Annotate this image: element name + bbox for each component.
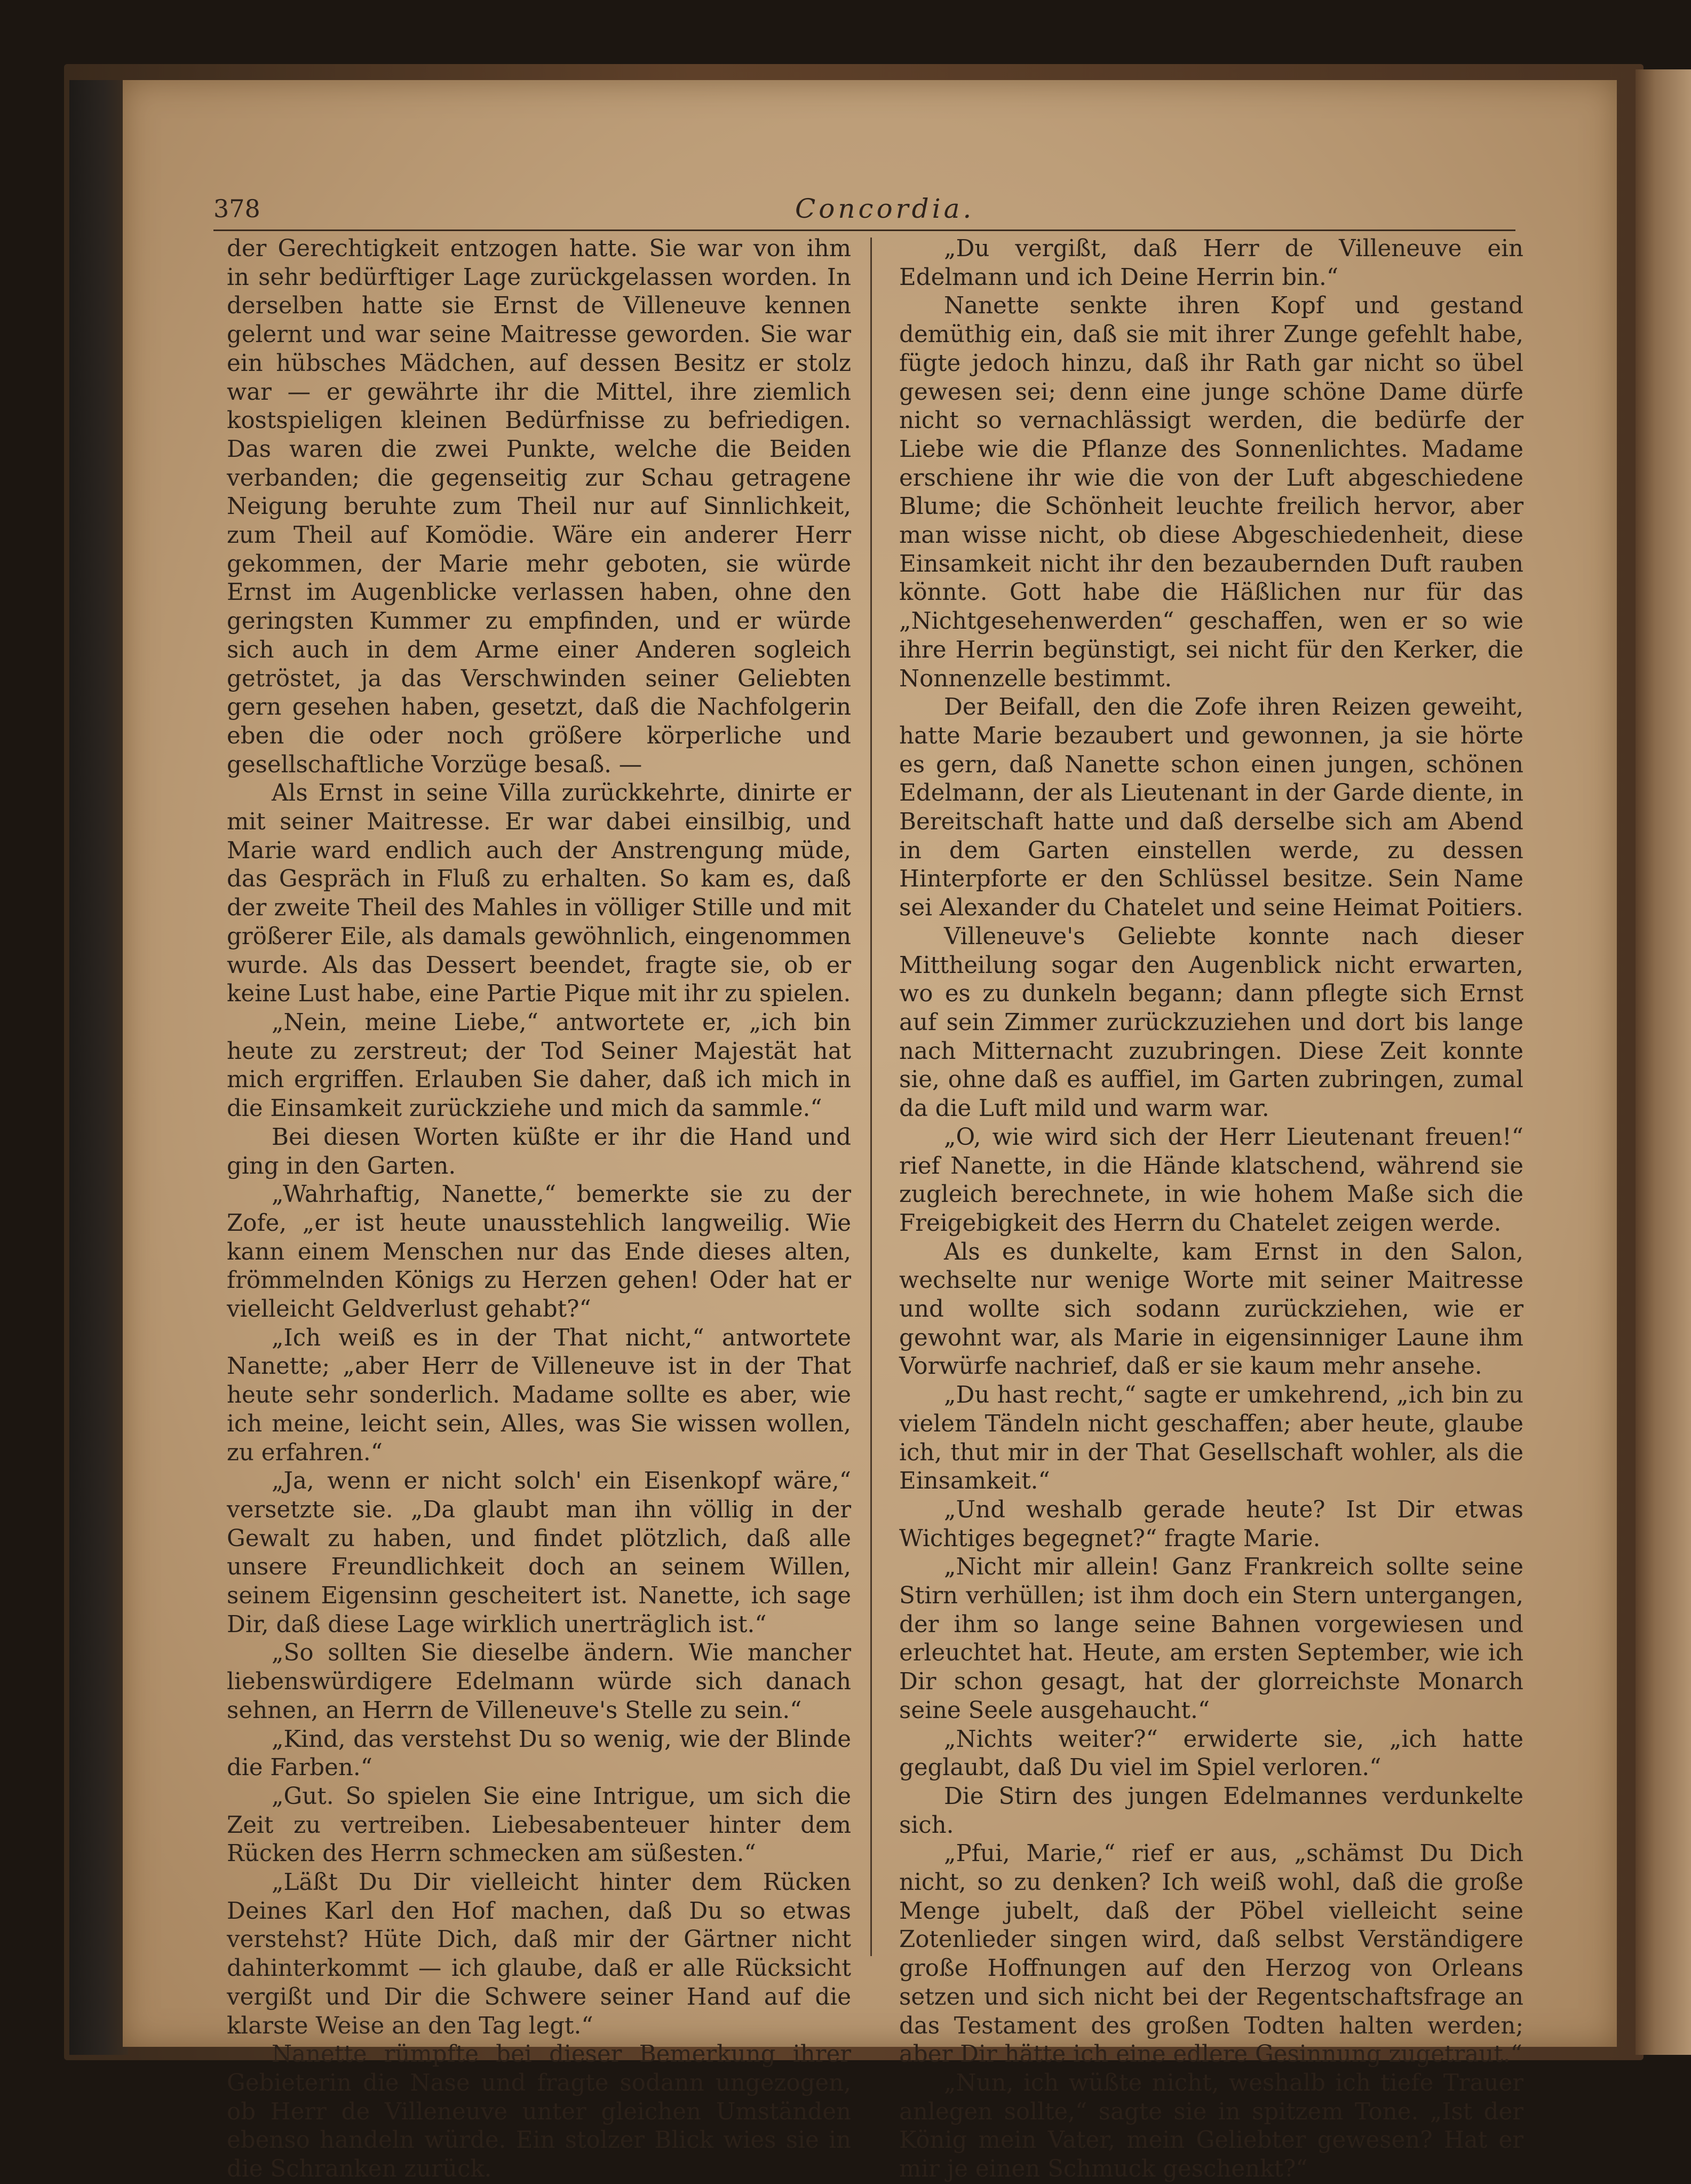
paragraph: „Kind, das verstehst Du so wenig, wie der Blinde die Farben.“	[227, 1726, 851, 1782]
right-text-column	[899, 235, 1523, 2184]
paragraph: „Läßt Du Dir vielleicht hinter dem Rücken Deines Karl den Hof machen, daß Du so etwas verstehst? Hüte Dich, daß mir der Gärtner nicht dahinterkommt — ich glaube, daß er alle Rücksicht vergißt und Dir die Schwere seiner Hand auf die klarste Weise an den Tag legt.“	[227, 1869, 851, 2039]
paragraph: Als Ernst in seine Villa zurückkehrte, dinirte er mit seiner Maitresse. Er war dabei einsilbig, und Marie ward endlich auch der Anstrengung müde, das Gespräch in Fluß zu erhalten. So kam es, daß der zweite Theil des Mahles in völliger Stille und mit größerer Eile, als damals gewöhnlich, eingenommen wurde. Als das Dessert beendet, fragte sie, ob er keine Lust habe, eine Partie Pique mit ihr zu spielen.	[227, 780, 851, 1008]
paragraph: Nanette rümpfte bei dieser Bemerkung ihrer Gebieterin die Nase und fragte sodann ungezogen, ob Herr de Villeneuve unter gleichen Umständen ebenso handeln würde. Ein stolzer Blick wies sie in die Schranken zurück.	[227, 2041, 851, 2183]
paragraph: „Du vergißt, daß Herr de Villeneuve ein Edelmann und ich Deine Herrin bin.“	[899, 235, 1523, 291]
page-header	[213, 192, 1515, 231]
paragraph: „Wahrhaftig, Nanette,“ bemerkte sie zu der Zofe, „er ist heute unausstehlich langweilig. Wie kann einem Menschen nur das Ende dieses alten, frömmelnden Königs zu Herzen gehen! Oder hat er vielleicht Geldverlust gehabt?“	[227, 1181, 851, 1323]
running-title: Concordia.	[795, 193, 975, 224]
paragraph: „Nichts weiter?“ erwiderte sie, „ich hatte geglaubt, daß Du viel im Spiel verloren.“	[899, 1726, 1523, 1782]
paragraph: „Ja, wenn er nicht solch' ein Eisenkopf wäre,“ versetzte sie. „Da glaubt man ihn völlig in der Gewalt zu haben, und findet plötzlich, daß alle unsere Freundlichkeit doch an seinem Willen, seinem Eigensinn gescheitert ist. Nanette, ich sage Dir, daß diese Lage wirklich unerträglich ist.“	[227, 1468, 851, 1638]
page-number: 378	[213, 194, 260, 223]
facing-page-edge	[1636, 69, 1691, 2055]
paragraph: „Pfui, Marie,“ rief er aus, „schämst Du Dich nicht, so zu denken? Ich weiß wohl, daß die große Menge jubelt, daß der Pöbel vielleicht seine Zotenlieder singen wird, daß selbst Verständigere große Hoffnungen auf den Herzog von Orleans setzen und sich nicht bei der Regentschaftsfrage an das Testament des großen Todten halten werden; aber Dir hätte ich eine edlere Gesinnung zugetraut.“	[899, 1840, 1523, 2068]
paragraph: der Gerechtigkeit entzogen hatte. Sie war von ihm in sehr bedürftiger Lage zurückgelassen worden. In derselben hatte sie Ernst de Villeneuve kennen gelernt und war seine Maitresse geworden. Sie war ein hübsches Mädchen, auf dessen Besitz er stolz war — er gewährte ihr die Mittel, ihre ziemlich kostspieligen kleinen Bedürfnisse zu befriedigen. Das waren die zwei Punkte, welche die Beiden verbanden; die gegenseitig zur Schau getragene Neigung beruhte zum Theil nur auf Sinnlichkeit, zum Theil auf Komödie. Wäre ein anderer Herr gekommen, der Marie mehr geboten, sie würde Ernst im Augenblicke verlassen haben, ohne den geringsten Kummer zu empfinden, und er würde sich auch in dem Arme einer Anderen sogleich getröstet, ja das Verschwinden seiner Geliebten gern gesehen haben, gesetzt, daß die Nachfolgerin eben die oder noch größere körperliche und gesellschaftliche Vorzüge besaß. —	[227, 235, 851, 778]
column-divider	[870, 238, 872, 1956]
paragraph: „So sollten Sie dieselbe ändern. Wie mancher liebenswürdigere Edelmann würde sich danach sehnen, an Herrn de Villeneuve's Stelle zu sein.“	[227, 1640, 851, 1724]
paragraph: Villeneuve's Geliebte konnte nach dieser Mittheilung sogar den Augenblick nicht erwarten, wo es zu dunkeln begann; dann pflegte sich Ernst auf sein Zimmer zurückzuziehen und dort bis lange nach Mitternacht zuzubringen. Diese Zeit konnte sie, ohne daß es auffiel, im Garten zubringen, zumal da die Luft mild und warm war.	[899, 923, 1523, 1122]
paragraph: Als es dunkelte, kam Ernst in den Salon, wechselte nur wenige Worte mit seiner Maitresse und wollte sich sodann zurückziehen, wie er gewohnt war, als Marie in eigensinniger Laune ihm Vorwürfe nachrief, daß er sie kaum mehr ansehe.	[899, 1238, 1523, 1380]
paragraph: „Gut. So spielen Sie eine Intrigue, um sich die Zeit zu vertreiben. Liebesabenteuer hinter dem Rücken des Herrn schmecken am süßesten.“	[227, 1783, 851, 1868]
left-text-column	[227, 235, 851, 2184]
paragraph: „Nun, ich wüßte nicht, weshalb ich tiefe Trauer anlegen sollte,“ sagte sie in spitzem Tone. „Ist der König mein Vater, mein Geliebter gewesen? Hat er mir je einen Schmuck geschenkt?“	[899, 2070, 1523, 2183]
paragraph: Bei diesen Worten küßte er ihr die Hand und ging in den Garten.	[227, 1123, 851, 1180]
paragraph: „O, wie wird sich der Herr Lieutenant freuen!“ rief Nanette, in die Hände klatschend, während sie zugleich berechnete, in wie hohem Maße sich die Freigebigkeit des Herrn du Chatelet zeigen werde.	[899, 1123, 1523, 1237]
paragraph: „Nicht mir allein! Ganz Frankreich sollte seine Stirn verhüllen; ist ihm doch ein Stern untergangen, der ihm so lange seine Bahnen vorgewiesen und erleuchtet hat. Heute, am ersten September, wie ich Dir schon gesagt, hat der glorreichste Monarch seine Seele ausgehaucht.“	[899, 1554, 1523, 1724]
paragraph: Der Beifall, den die Zofe ihren Reizen geweiht, hatte Marie bezaubert und gewonnen, ja sie hörte es gern, daß Nanette schon einen jungen, schönen Edelmann, der als Lieutenant in der Garde diente, in Bereitschaft hatte und daß derselbe sich am Abend in dem Garten einstellen werde, zu dessen Hinterpforte er den Schlüssel besitze. Sein Name sei Alexander du Chatelet und seine Heimat Poitiers.	[899, 694, 1523, 922]
book-spine	[69, 80, 128, 2055]
paragraph: Nanette senkte ihren Kopf und gestand demüthig ein, daß sie mit ihrer Zunge gefehlt habe, fügte jedoch hinzu, daß ihr Rath gar nicht so übel gewesen sei; denn eine junge schöne Dame dürfe nicht so vernachlässigt werden, die bedürfe der Liebe wie die Pflanze des Sonnenlichtes. Madame erschiene ihr wie die von der Luft abgeschiedene Blume; die Schönheit leuchte freilich hervor, aber man wisse nicht, ob diese Abgeschiedenheit, diese Einsamkeit nicht ihr den bezaubernden Duft rauben könnte. Gott habe die Häßlichen nur für das „Nichtgesehenwerden“ geschaffen, wen er so wie ihre Herrin begünstigt, sei nicht für den Kerker, die Nonnenzelle bestimmt.	[899, 292, 1523, 692]
paragraph: „Ich weiß es in der That nicht,“ antwortete Nanette; „aber Herr de Villeneuve ist in der That heute sehr sonderlich. Madame sollte es aber, wie ich meine, leicht sein, Alles, was Sie wissen wollen, zu erfahren.“	[227, 1324, 851, 1466]
paragraph: Die Stirn des jungen Edelmannes verdunkelte sich.	[899, 1783, 1523, 1839]
paragraph: „Du hast recht,“ sagte er umkehrend, „ich bin zu vielem Tändeln nicht geschaffen; aber heute, glaube ich, thut mir in der That Gesellschaft wohler, als die Einsamkeit.“	[899, 1382, 1523, 1495]
paragraph: „Und weshalb gerade heute? Ist Dir etwas Wichtiges begegnet?“ fragte Marie.	[899, 1496, 1523, 1552]
paragraph: „Nein, meine Liebe,“ antwortete er, „ich bin heute zu zerstreut; der Tod Seiner Majestät hat mich ergriffen. Erlauben Sie daher, daß ich mich in die Einsamkeit zurückziehe und mich da sammle.“	[227, 1009, 851, 1122]
